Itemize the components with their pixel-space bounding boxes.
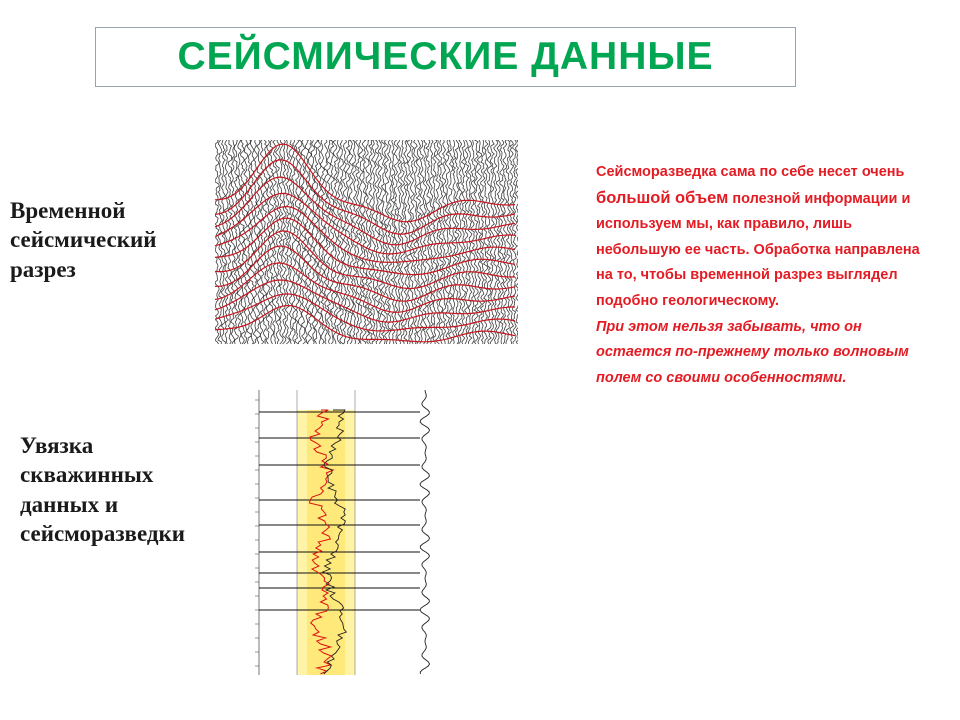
slide-title: СЕЙСМИЧЕСКИЕ ДАННЫЕ	[177, 35, 714, 78]
seismic-description	[596, 160, 926, 391]
title-box	[95, 27, 796, 87]
description-emphasis: большой объем	[596, 188, 729, 207]
well-tie-label-line-1: Увязка	[20, 433, 94, 458]
well-tie-label-line-2: скважинных	[20, 462, 154, 488]
well-tie-label-line-3: данных и	[20, 491, 119, 517]
well-tie-label-line-4: сейсморазведки	[20, 521, 186, 547]
well-tie-label	[20, 431, 185, 549]
seismic-label-line-3: разрез	[10, 256, 76, 282]
seismic-section-image	[215, 140, 518, 345]
well-tie-image	[245, 390, 443, 675]
description-lead: Сейсморазведка сама по себе несет очень	[596, 164, 905, 180]
seismic-label-line-1: Временной	[10, 198, 126, 223]
seismic-section-label	[10, 196, 157, 284]
seismic-label-line-2: сейсмический	[10, 227, 157, 253]
description-body: полезной информации и используем мы, как правило, лишь небольшую ее часть. Обработка направлена на то, чтобы временной разрез выглядел подобно геологическому.	[596, 190, 920, 309]
description-italic: При этом нельзя забывать, что он остается по-прежнему только волновым полем со своими особенностями.	[596, 318, 909, 386]
